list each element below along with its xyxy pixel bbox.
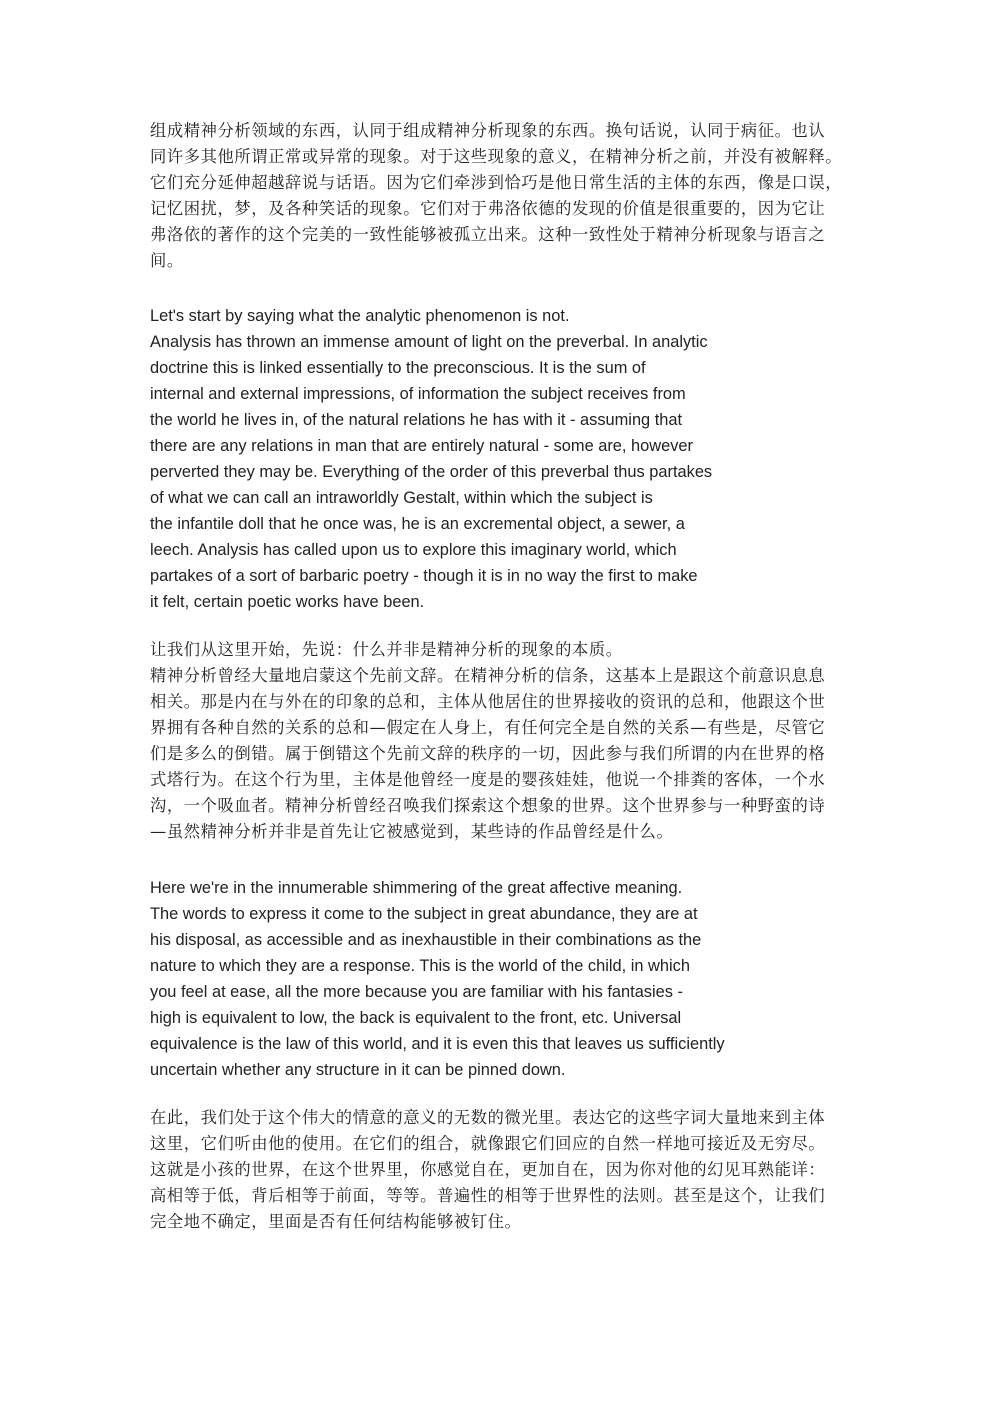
text-line: 相关。那是内在与外在的印象的总和，主体从他居住的世界接收的资讯的总和，他跟这个世 <box>150 692 826 711</box>
text-line: the world he lives in, of the natural relations he has with it - assuming that <box>150 411 683 429</box>
text-line: 记忆困扰，梦，及各种笑话的现象。它们对于弗洛依德的发现的价值是很重要的，因为它让 <box>150 199 826 218</box>
text-line: 精神分析曾经大量地启蒙这个先前文辞。在精神分析的信条，这基本上是跟这个前意识息息 <box>150 666 826 685</box>
paragraph-en-2 <box>150 875 810 1083</box>
text-line: 沟，一个吸血者。精神分析曾经召唤我们探索这个想象的世界。这个世界参与一种野蛮的诗 <box>150 796 826 815</box>
text-line: high is equivalent to low, the back is equivalent to the front, etc. Universal <box>150 1009 682 1027</box>
text-line: —虽然精神分析并非是首先让它被感觉到，某些诗的作品曾经是什么。 <box>150 822 674 841</box>
text-line: it felt, certain poetic works have been. <box>150 593 425 611</box>
text-line: 们是多么的倒错。属于倒错这个先前文辞的秩序的一切，因此参与我们所谓的内在世界的格 <box>150 744 826 763</box>
text-line: Here we're in the innumerable shimmering of the great affective meaning. <box>150 879 683 897</box>
paragraph-zh-1 <box>150 118 844 274</box>
text-line: doctrine this is linked essentially to the preconscious. It is the sum of <box>150 359 646 377</box>
text-line: perverted they may be. Everything of the order of this preverbal thus partakes <box>150 463 713 481</box>
text-line: 让我们从这里开始，先说：什么并非是精神分析的现象的本质。 <box>150 640 623 659</box>
text-line: internal and external impressions, of information the subject receives from <box>150 385 686 403</box>
text-line: 高相等于低，背后相等于前面，等等。普遍性的相等于世界性的法则。甚至是这个，让我们 <box>150 1186 826 1205</box>
text-line: 这里，它们听由他的使用。在它们的组合，就像跟它们回应的自然一样地可接近及无穷尽。 <box>150 1134 826 1153</box>
text-line: The words to express it come to the subject in great abundance, they are at <box>150 905 698 923</box>
text-line: of what we can call an intraworldly Gestalt, within which the subject is <box>150 489 653 507</box>
text-line: uncertain whether any structure in it can be pinned down. <box>150 1061 566 1079</box>
text-line: 完全地不确定，里面是否有任何结构能够被钉住。 <box>150 1212 522 1231</box>
text-line: 这就是小孩的世界，在这个世界里，你感觉自在，更加自在，因为你对他的幻见耳熟能详： <box>150 1160 826 1179</box>
text-line: 式塔行为。在这个行为里，主体是他曾经一度是的婴孩娃娃，他说一个排粪的客体，一个水 <box>150 770 826 789</box>
text-line: you feel at ease, all the more because you are familiar with his fantasies - <box>150 983 683 1001</box>
text-line: nature to which they are a response. This is the world of the child, in which <box>150 957 690 975</box>
text-line: his disposal, as accessible and as inexhaustible in their combinations as the <box>150 931 702 949</box>
text-line: 在此，我们处于这个伟大的情意的意义的无数的微光里。表达它的这些字词大量地来到主体 <box>150 1108 826 1127</box>
text-line: leech. Analysis has called upon us to explore this imaginary world, which <box>150 541 677 559</box>
text-line: 界拥有各种自然的关系的总和—假定在人身上，有任何完全是自然的关系—有些是，尽管它 <box>150 718 826 737</box>
text-line: 同许多其他所谓正常或异常的现象。对于这些现象的意义，在精神分析之前，并没有被解释。 <box>150 147 843 166</box>
paragraph-zh-2 <box>150 637 844 845</box>
text-line: Analysis has thrown an immense amount of light on the preverbal. In analytic <box>150 333 708 351</box>
text-line: equivalence is the law of this world, and it is even this that leaves us sufficiently <box>150 1035 725 1053</box>
paragraph-en-1 <box>150 303 810 615</box>
text-line: there are any relations in man that are entirely natural - some are, however <box>150 437 693 455</box>
text-line: the infantile doll that he once was, he is an excremental object, a sewer, a <box>150 515 685 533</box>
text-line: 间。 <box>150 251 184 270</box>
paragraph-zh-3 <box>150 1105 844 1235</box>
text-line: 组成精神分析领域的东西，认同于组成精神分析现象的东西。换句话说，认同于病征。也认 <box>150 121 826 140</box>
text-line: Let's start by saying what the analytic phenomenon is not. <box>150 307 570 325</box>
text-line: 它们充分延伸超越辞说与话语。因为它们牵涉到恰巧是他日常生活的主体的东西，像是口误， <box>150 173 843 192</box>
text-line: partakes of a sort of barbaric poetry - though it is in no way the first to make <box>150 567 698 585</box>
text-line: 弗洛依的著作的这个完美的一致性能够被孤立出来。这种一致性处于精神分析现象与语言之 <box>150 225 826 244</box>
